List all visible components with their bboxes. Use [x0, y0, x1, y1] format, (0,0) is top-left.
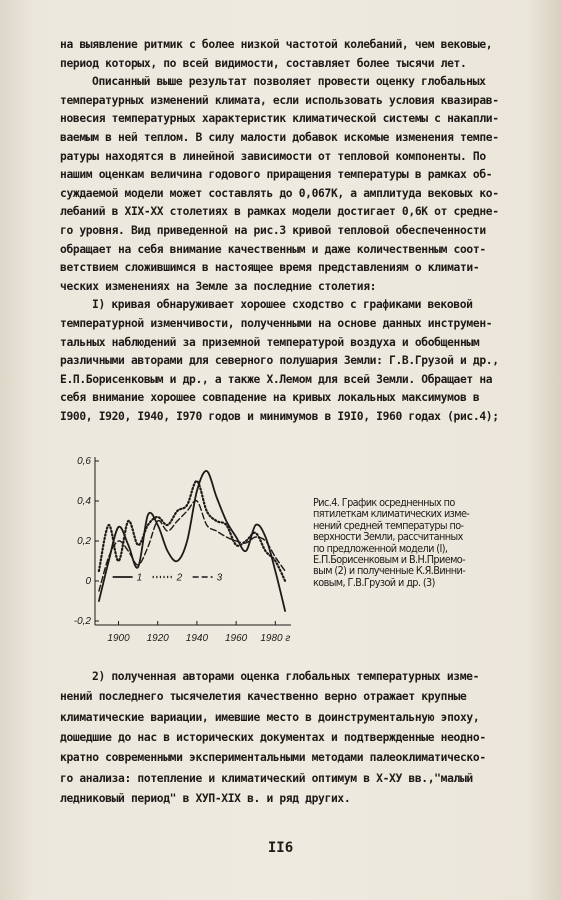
paragraphs_top-line: ратуры находятся в линейной зависимости от тепловой компоненты. По: [60, 149, 486, 163]
paragraphs_bottom-line: 2) полученная авторами оценка глобальных температурных изме-: [92, 670, 480, 683]
paragraphs_bottom-line: климатические вариации, имевшие место в доинструментальную эпоху,: [60, 710, 480, 724]
chart-legend: [113, 573, 223, 584]
x-tick-label: 1900: [107, 633, 130, 644]
x-tick-label: 1980 г: [260, 633, 291, 644]
paragraphs_bottom-line: ледниковый период" в XУП-XIX в. и ряд других.: [60, 791, 351, 805]
paragraphs_top-line: различными авторами для северного полушария Земли: Г.В.Грузой и др.,: [60, 354, 499, 368]
paragraphs_top-line: ческих изменениях на Земле за последние столетия:: [60, 279, 377, 293]
paragraphs_top-line: лебаний в XIX-XX столетиях в рамках модели достигает 0,6К от средне-: [60, 205, 499, 219]
legend-label: 3: [216, 572, 223, 584]
paragraphs_top-line: нашим оценкам величина годового приращения температуры в рамках об-: [60, 168, 493, 182]
caption-line: Е.П.Борисенковым и В.Н.Приемо-: [313, 554, 466, 566]
caption-line: нений средней температуры по-: [313, 519, 464, 532]
paragraphs_top-line: тальных наблюдений за приземной температурой воздуха и обобщенным: [60, 335, 480, 349]
paragraphs_bottom-line: го анализа: потепление и климатический оптимум в X-XУ вв.,"малый: [60, 771, 473, 785]
caption-line: Рис.4. График осредненных по: [313, 497, 455, 509]
paragraphs_top-line: температурных изменений климата, если использовать условия квазирав-: [60, 93, 499, 107]
paragraphs_top-line: себя внимание хорошее совпадение на кривых локальных максимумов в: [60, 391, 480, 405]
legend-label: 2: [176, 572, 183, 584]
paragraphs_top-line: I) кривая обнаруживает хорошее сходство с графиками вековой: [92, 298, 473, 312]
x-tick-label: 1940: [185, 633, 209, 644]
caption-line: пятилеткам климатических изме-: [313, 508, 470, 520]
y-tick-label: 0,6: [77, 456, 91, 467]
temperature-chart: [55, 447, 295, 652]
legend-label: 1: [136, 572, 143, 584]
caption-line: вым (2) и полученные К.Я.Винни-: [313, 565, 466, 577]
series-line-2: [99, 481, 285, 581]
y-tick-label: 0,2: [77, 536, 91, 547]
chart-ticks: [74, 456, 291, 644]
chart-series: [99, 471, 285, 611]
paragraphs_top-line: суждаемой модели может составлять до 0,067К, а амплитуда вековых ко-: [60, 186, 499, 200]
paragraphs_top-line: ваемым в ней теплом. В силу малости добавок искомые изменения темпе-: [60, 131, 499, 144]
caption-line: верхности Земли, рассчитанных: [313, 531, 463, 543]
paragraphs_bottom-line: нений последнего тысячелетия качественно верно отражает крупные: [60, 690, 467, 704]
paragraphs_top-line: на выявление ритмик с более низкой частотой колебаний, чем вековые,: [60, 38, 493, 51]
x-tick-label: 1920: [146, 633, 169, 644]
paragraphs_bottom-line: дошедшие до нас в исторических документах и подтвержденные неодно-: [60, 730, 486, 744]
paragraphs_top-line: I900, I920, I940, I970 годов и минимумов в I9I0, I960 годах (рис.4);: [60, 410, 499, 423]
x-tick-label: 1960: [224, 633, 248, 644]
caption-line: по предложенной модели (I),: [313, 542, 448, 555]
paragraphs_top-line: новесия температурных характеристик климатической системы с накапли-: [60, 112, 499, 126]
page-number: II6: [267, 840, 294, 856]
paragraphs_bottom-line: кратно современными экспериментальными методами палеоклиматическо-: [60, 751, 486, 765]
paragraphs_top-line: Описанный выше результат позволяет провести оценку глобальных: [92, 75, 486, 89]
paragraphs_top-line: Е.П.Борисенковым и др., а также Х.Лемом для всей Земли. Обращает на: [60, 372, 493, 386]
figure-caption: [313, 497, 553, 588]
paragraphs_top-line: го уровня. Вид приведенной на рис.3 кривой тепловой обеспеченности: [60, 224, 486, 237]
paragraphs_top-line: период которых, по всей видимости, составляет более тысячи лет.: [60, 56, 467, 70]
paragraphs_top-line: ветствием сложившимся в настоящее время представлениям о климати-: [60, 261, 480, 275]
y-tick-label: 0: [85, 576, 91, 587]
y-tick-label: 0,4: [77, 496, 91, 507]
caption-line: ковым, Г.В.Грузой и др. (3): [313, 576, 435, 589]
paragraphs_top-line: температурной изменчивости, полученными на основе данных инструмен-: [60, 317, 493, 330]
y-tick-label: -0,2: [73, 616, 91, 627]
paragraphs_top-line: обращает на себя внимание качественным и даже количественным соот-: [60, 242, 486, 256]
